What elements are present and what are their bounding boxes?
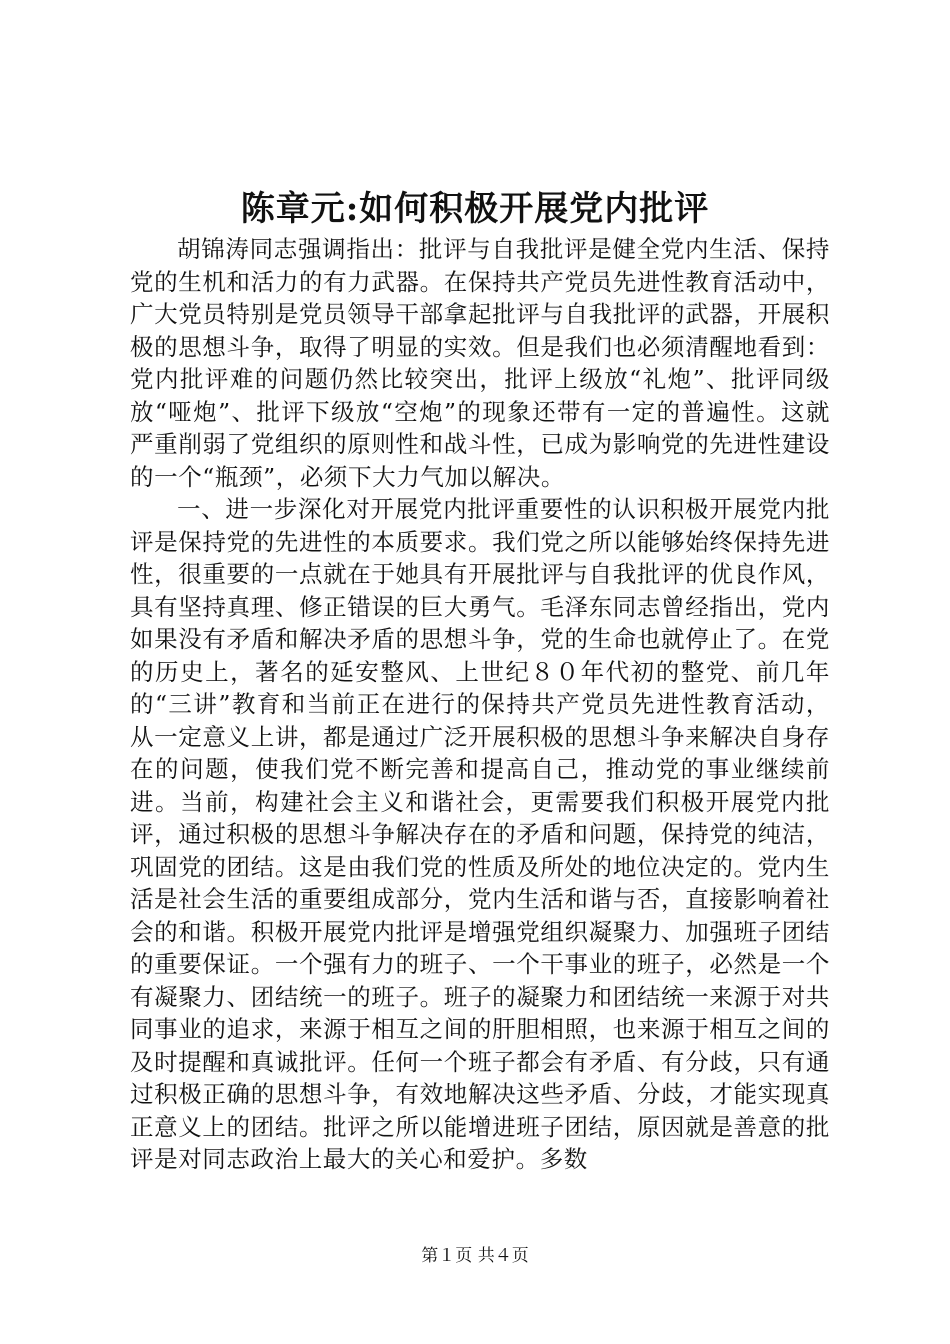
paragraph-section-one: 一、进一步深化对开展党内批评重要性的认识积极开展党内批评是保持党的先进性的本质要求。我们党之所以能够始终保持先进性，很重要的一点就在于她具有开展批评与自我批评的优良作风，具有坚持真理、修正错误的巨大勇气。毛泽东同志曾经指出，党内如果没有矛盾和解决矛盾的思想斗争，党的生命也就停止了。在党的历史上，著名的延安整风、上世纪８０年代初的整党、前几年的“三讲”教育和当前正在进行的保持共产党员先进性教育活动，从一定意义上讲，都是通过广泛开展积极的思想斗争来解决自身存在的问题，使我们党不断完善和提高自己，推动党的事业继续前进。当前，构建社会主义和谐社会，更需要我们积极开展党内批评，通过积极的思想斗争解决存在的矛盾和问题，保持党的纯洁，巩固党的团结。这是由我们党的性质及所处的地位决定的。党内生活是社会生活的重要组成部分，党内生活和谐与否，直接影响着社会的和谐。积极开展党内批评是增强党组织凝聚力、加强班子团结的重要保证。一个强有力的班子、一个干事业的班子，必然是一个有凝聚力、团结统一的班子。班子的凝聚力和团结统一来源于对共同事业的追求，来源于相互之间的肝胆相照，也来源于相互之间的及时提醒和真诚批评。任何一个班子都会有矛盾、有分歧，只有通过积极正确的思想斗争，有效地解决这些矛盾、分歧，才能实现真正意义上的团结。批评之所以能增进班子团结，原因就是善意的批评是对同志政治上最大的关心和爱护。多数 [130,495,830,1173]
paragraph-intro: 胡锦涛同志强调指出：批评与自我批评是健全党内生活、保持党的生机和活力的有力武器。在保持共产党员先进性教育活动中，广大党员特别是党员领导干部拿起批评与自我批评的武器，开展积极的思想斗争，取得了明显的实效。但是我们也必须清醒地看到：党内批评难的问题仍然比较突出，批评上级放“礼炮”、批评同级放“哑炮”、批评下级放“空炮”的现象还带有一定的普遍性。这就严重削弱了党组织的原则性和战斗性，已成为影响党的先进性建设的一个“瓶颈”，必须下大力气加以解决。 [130,235,830,491]
document-title: 陈章元:如何积极开展党内批评 [240,189,710,229]
page-number-footer: 第１页 共４页 [421,1246,529,1266]
document-body [130,233,830,1176]
